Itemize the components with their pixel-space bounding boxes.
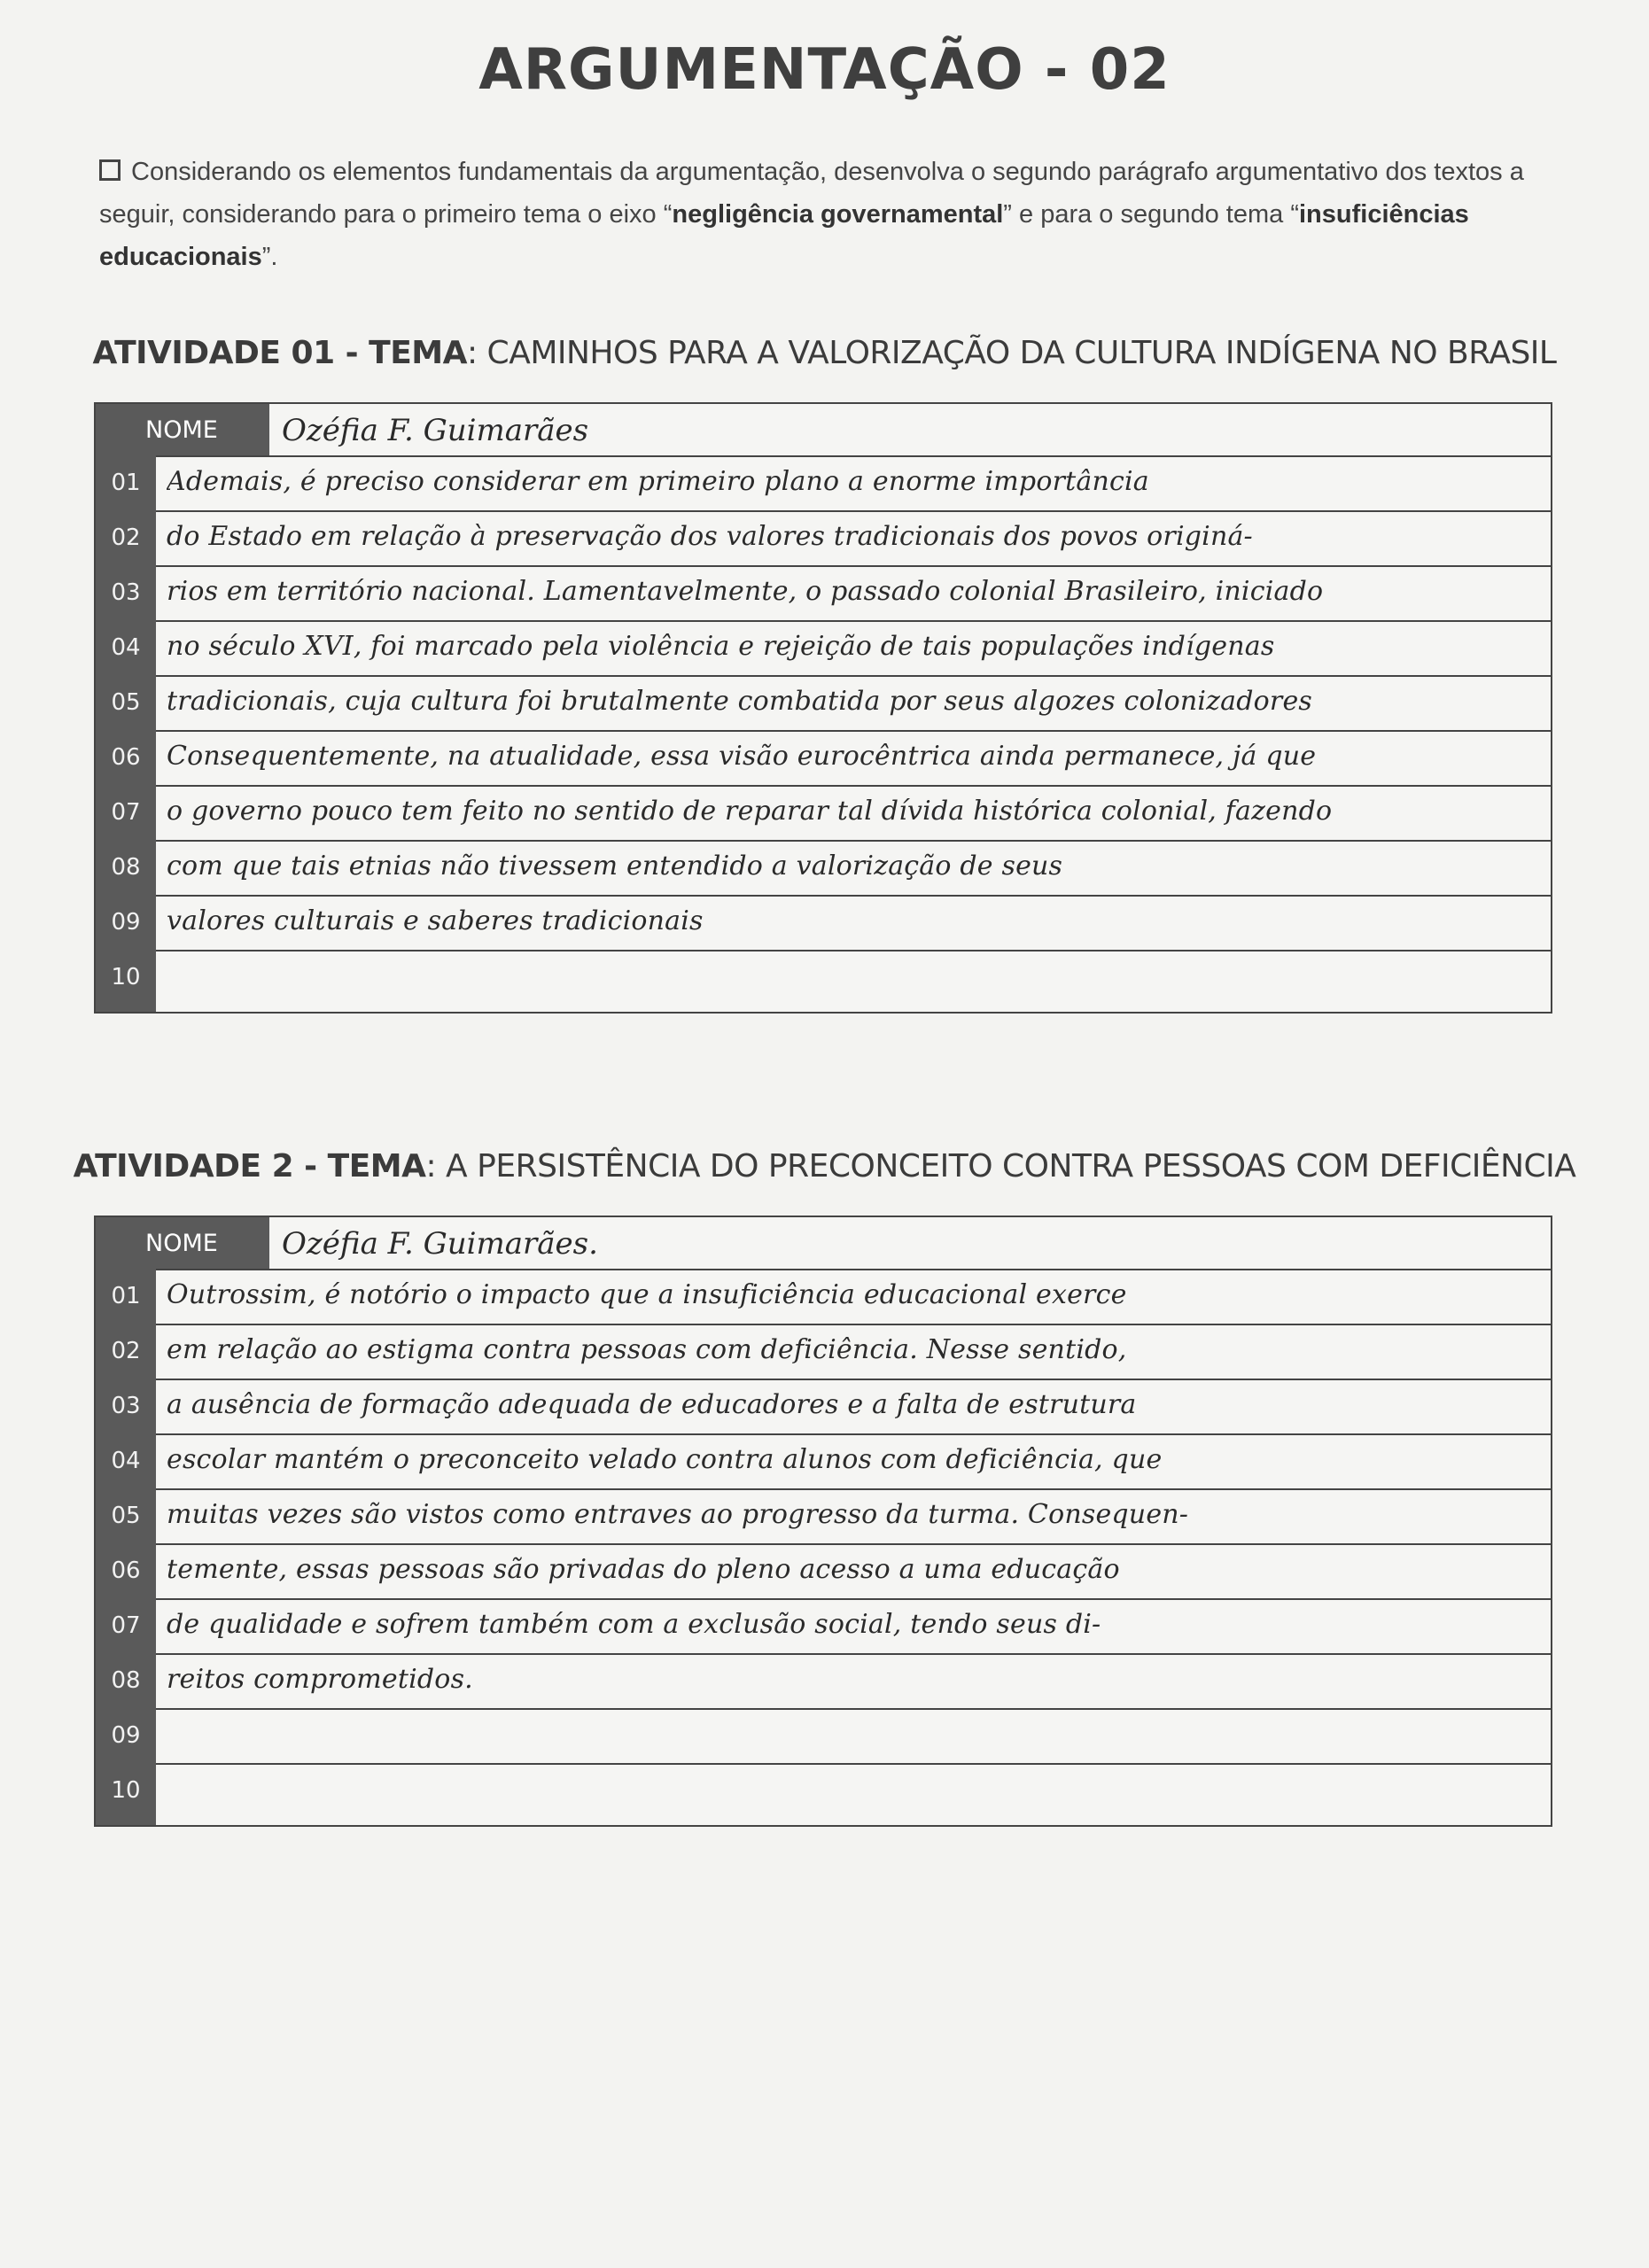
answer-line[interactable]: Consequentemente, na atualidade, essa visão eurocêntrica ainda permanece, já que — [167, 741, 1317, 772]
activity-1-heading — [0, 335, 1649, 371]
answer-line[interactable]: temente, essas pessoas são privadas do pleno acesso a uma educação — [167, 1554, 1120, 1585]
line-number: 02 — [111, 1338, 141, 1364]
line-number: 04 — [111, 1448, 141, 1474]
activity-2-heading — [0, 1148, 1649, 1184]
activity-2-heading-theme: : A PERSISTÊNCIA DO PRECONCEITO CONTRA PESSOAS COM DEFICIÊNCIA — [425, 1148, 1576, 1184]
answer-line[interactable]: escolar mantém o preconceito velado contra alunos com deficiência, que — [167, 1444, 1163, 1475]
instructions-axis-2: insuficiências educacionais — [99, 200, 1469, 271]
answer-line[interactable]: muitas vezes são vistos como entraves ao progresso da turma. Consequen- — [167, 1499, 1189, 1530]
line-number: 03 — [111, 1393, 141, 1419]
activity-2-heading-label: ATIVIDADE 2 - TEMA — [73, 1148, 426, 1184]
answer-line[interactable]: reitos comprometidos. — [167, 1664, 473, 1695]
name-label: NOME — [96, 1217, 269, 1269]
name-label: NOME — [96, 404, 269, 455]
instructions-text-2: ” e para o segundo tema “ — [1003, 200, 1299, 229]
line-number: 01 — [111, 1283, 141, 1309]
line-number: 06 — [111, 1557, 141, 1584]
line-number: 07 — [111, 799, 141, 826]
instructions-text-1: Considerando os elementos fundamentais da argumentação, desenvolva o segundo parágrafo argumentativo dos textos a seguir, considerando para o primeiro tema o eixo “ — [99, 158, 1524, 229]
answer-line[interactable]: Ademais, é preciso considerar em primeiro plano a enorme importância — [167, 466, 1149, 497]
line-number: 09 — [111, 1722, 141, 1749]
answer-line[interactable]: no século XVI, foi marcado pela violência e rejeição de tais populações indígenas — [167, 631, 1275, 662]
answer-line[interactable]: valores culturais e saberes tradicionais — [167, 905, 704, 936]
instructions-text-3: ”. — [261, 243, 278, 271]
line-number: 02 — [111, 524, 141, 551]
answer-line[interactable]: o governo pouco tem feito no sentido de reparar tal dívida histórica colonial, fazendo — [167, 796, 1333, 827]
instructions-axis-1: negligência governamental — [672, 200, 1004, 229]
answer-line[interactable]: tradicionais, cuja cultura foi brutalmente combatida por seus algozes colonizadores — [167, 686, 1313, 717]
answer-line[interactable]: rios em território nacional. Lamentavelmente, o passado colonial Brasileiro, iniciado — [167, 576, 1324, 607]
line-number: 10 — [111, 1777, 141, 1804]
line-number: 09 — [111, 909, 141, 936]
page-title: ARGUMENTAÇÃO - 02 — [478, 37, 1171, 103]
activity-1-answer-box — [94, 402, 1552, 1014]
activity-1-heading-label: ATIVIDADE 01 - TEMA — [92, 335, 467, 371]
answer-line[interactable] — [167, 950, 1547, 1003]
answer-line[interactable]: de qualidade e sofrem também com a exclusão social, tendo seus di- — [167, 1609, 1101, 1640]
answer-line[interactable]: em relação ao estigma contra pessoas com deficiência. Nesse sentido, — [167, 1334, 1127, 1365]
line-number: 05 — [111, 689, 141, 716]
line-number: 08 — [111, 854, 141, 881]
line-number: 03 — [111, 579, 141, 606]
checkbox-icon — [99, 159, 121, 181]
student-name[interactable]: Ozéfia F. Guimarães. — [282, 1226, 598, 1262]
answer-line[interactable]: Outrossim, é notório o impacto que a insuficiência educacional exerce — [167, 1279, 1127, 1310]
line-number: 08 — [111, 1667, 141, 1694]
line-number: 04 — [111, 634, 141, 661]
line-number: 06 — [111, 744, 141, 771]
answer-line[interactable] — [167, 1708, 1547, 1761]
answer-line[interactable]: do Estado em relação à preservação dos valores tradicionais dos povos originá- — [167, 521, 1253, 552]
line-number: 01 — [111, 470, 141, 496]
answer-line[interactable] — [167, 1763, 1547, 1816]
line-number: 07 — [111, 1612, 141, 1639]
activity-1-heading-theme: : CAMINHOS PARA A VALORIZAÇÃO DA CULTURA INDÍGENA NO BRASIL — [466, 335, 1557, 371]
answer-line[interactable]: a ausência de formação adequada de educadores e a falta de estrutura — [167, 1389, 1137, 1420]
line-number: 05 — [111, 1503, 141, 1529]
line-number: 10 — [111, 964, 141, 990]
student-name[interactable]: Ozéfia F. Guimarães — [282, 413, 589, 448]
answer-line[interactable]: com que tais etnias não tivessem entendido a valorização de seus — [167, 850, 1063, 882]
activity-2-answer-box — [94, 1216, 1552, 1827]
instructions — [99, 151, 1570, 278]
